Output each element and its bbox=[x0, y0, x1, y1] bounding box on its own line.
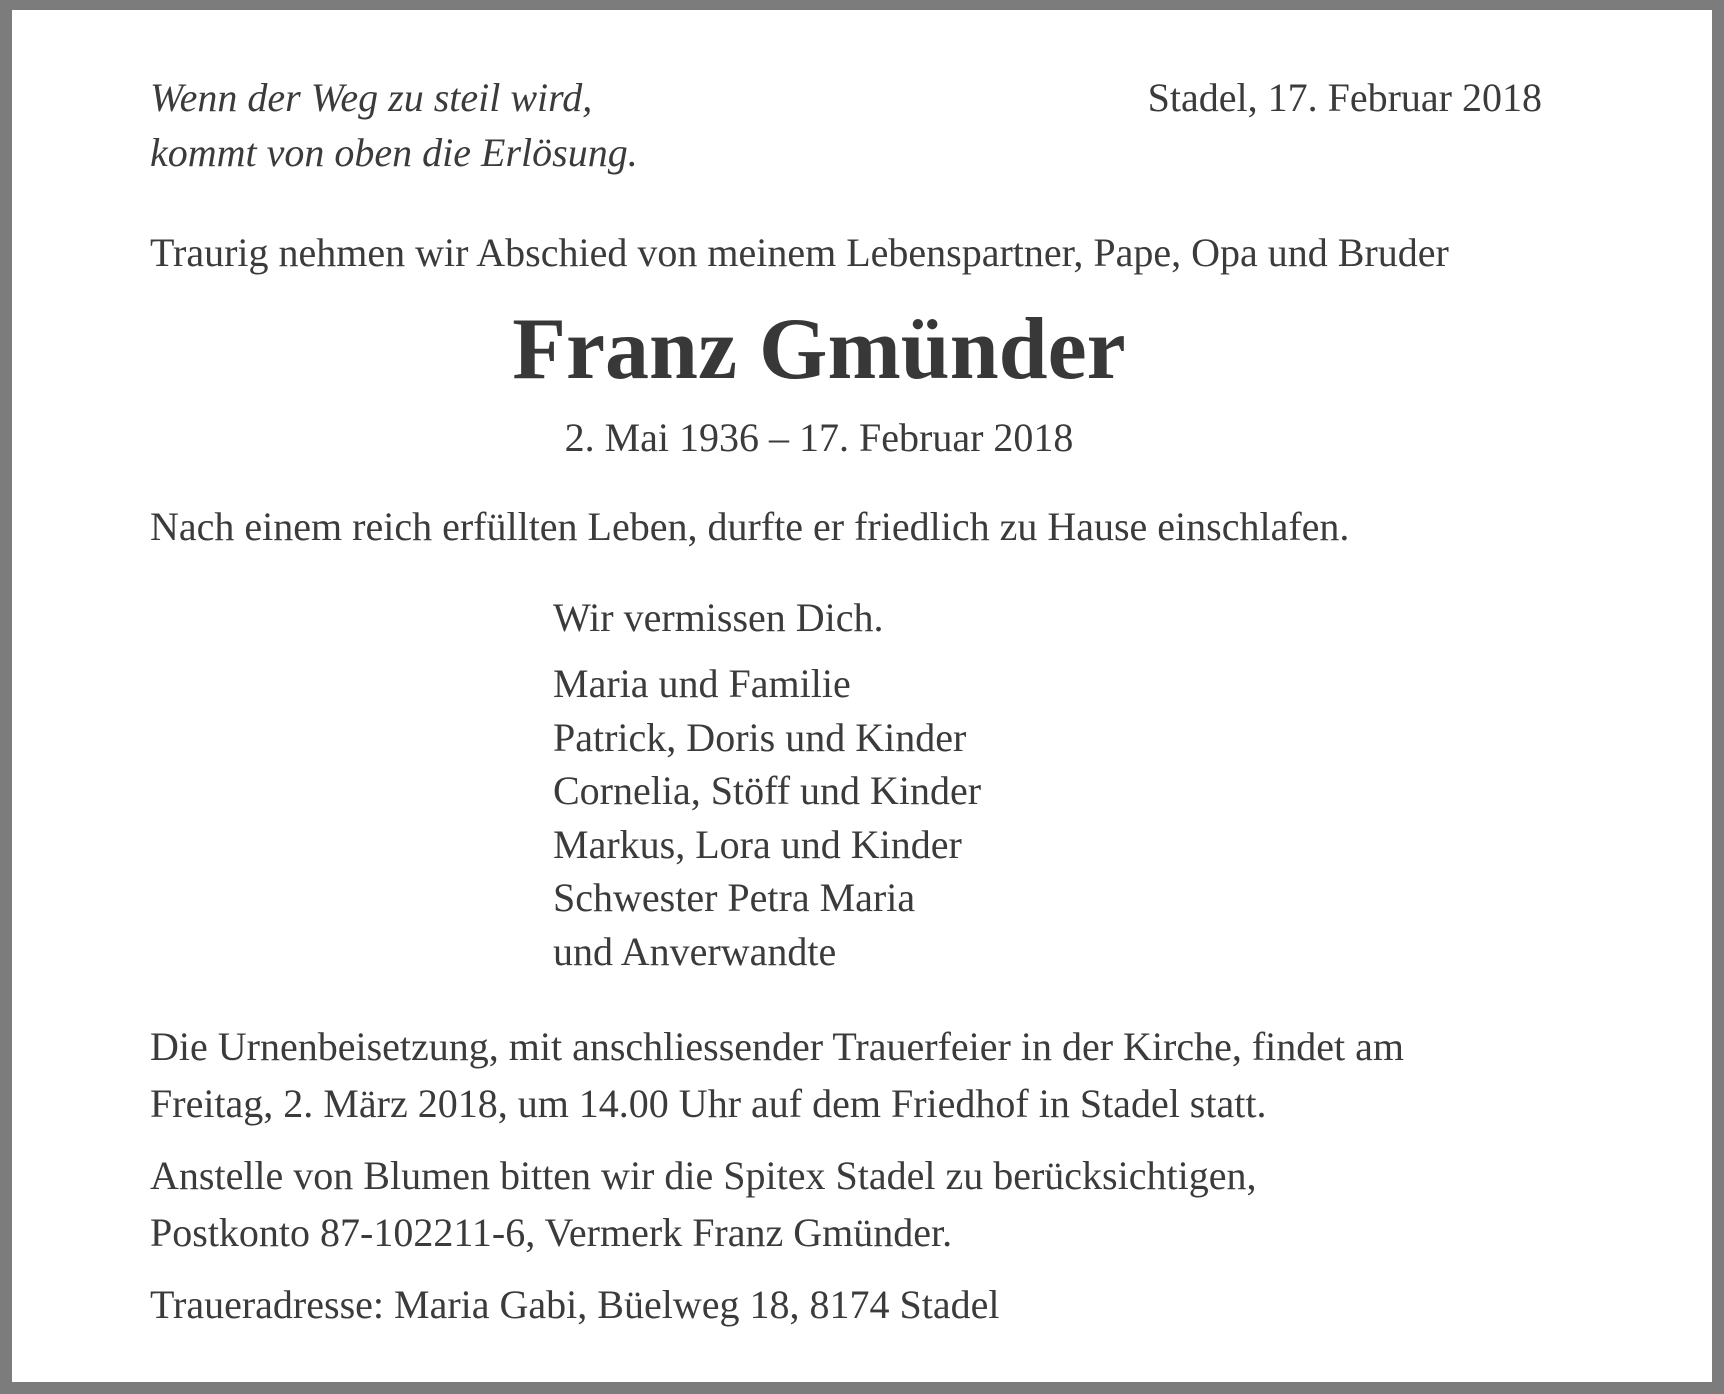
motto-quote bbox=[150, 70, 638, 180]
donation-info bbox=[150, 1147, 1590, 1261]
funeral-info-line-2: Freitag, 2. März 2018, um 14.00 Uhr auf dem Friedhof in Stadel statt. bbox=[150, 1081, 1267, 1126]
mourners-list bbox=[553, 657, 981, 978]
place-and-date: Stadel, 17. Februar 2018 bbox=[1147, 75, 1542, 120]
motto-line-1: Wenn der Weg zu steil wird, bbox=[150, 75, 593, 120]
mourner-item: Patrick, Doris und Kinder bbox=[553, 714, 967, 760]
deceased-name: Franz Gmünder bbox=[512, 301, 1126, 398]
donation-info-line-2: Postkonto 87-102211-6, Vermerk Franz Gmünder. bbox=[150, 1210, 953, 1255]
motto-line-2: kommt von oben die Erlösung. bbox=[150, 130, 638, 175]
mourner-item: Markus, Lora und Kinder bbox=[553, 821, 962, 867]
obituary-notice bbox=[12, 10, 1712, 1382]
donation-info-line-1: Anstelle von Blumen bitten wir die Spitex Stadel zu berücksichtigen, bbox=[150, 1153, 1257, 1198]
mourner-item: Schwester Petra Maria bbox=[553, 875, 916, 920]
intro-text: Traurig nehmen wir Abschied von meinem Lebenspartner, Pape, Opa und Bruder bbox=[150, 230, 1449, 275]
mourner-item: Maria und Familie bbox=[553, 661, 851, 706]
mourner-item: Cornelia, Stöff und Kinder bbox=[553, 768, 982, 813]
passing-text: Nach einem reich erfüllten Leben, durfte er friedlich zu Hause einschlafen. bbox=[150, 504, 1350, 549]
life-dates: 2. Mai 1936 – 17. Februar 2018 bbox=[564, 415, 1074, 460]
mourning-address: Traueradresse: Maria Gabi, Büelweg 18, 8174 Stadel bbox=[150, 1282, 1000, 1327]
miss-you-text: Wir vermissen Dich. bbox=[553, 595, 884, 640]
funeral-info bbox=[150, 1018, 1590, 1132]
mourner-item: und Anverwandte bbox=[553, 928, 837, 974]
funeral-info-line-1: Die Urnenbeisetzung, mit anschliessender Trauerfeier in der Kirche, findet am bbox=[150, 1024, 1405, 1069]
